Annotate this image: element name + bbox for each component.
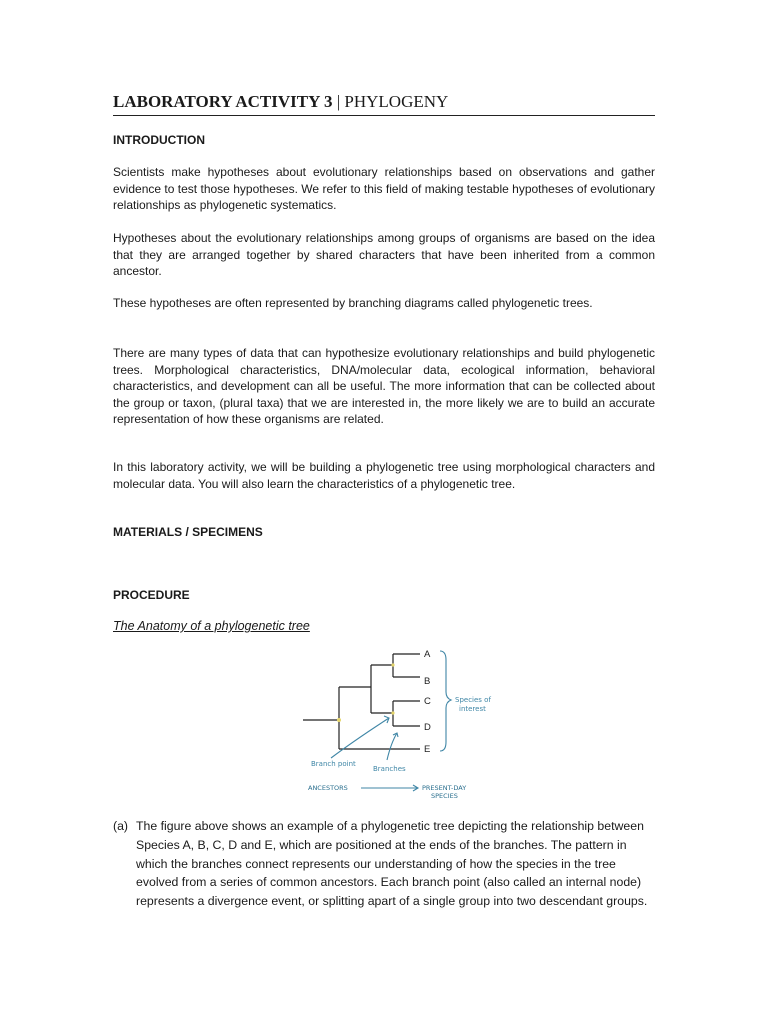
materials-heading: MATERIALS / SPECIMENS bbox=[113, 525, 263, 539]
branch-point-marker bbox=[337, 718, 341, 722]
axis-right-label-line2: SPECIES bbox=[431, 792, 458, 800]
species-brace bbox=[440, 651, 451, 751]
title-sub: PHYLOGENY bbox=[344, 92, 449, 111]
page-title bbox=[113, 92, 655, 116]
list-item-a bbox=[113, 817, 655, 911]
leaf-label-e: E bbox=[424, 744, 431, 755]
annotation-species-line1: Species of bbox=[455, 696, 491, 704]
procedure-heading: PROCEDURE bbox=[113, 588, 190, 602]
annotation-branches: Branches bbox=[373, 765, 406, 773]
phylogenetic-tree-diagram bbox=[303, 640, 503, 802]
phylogenetic-tree-figure bbox=[303, 640, 503, 802]
axis-left-label: ANCESTORS bbox=[308, 784, 348, 792]
branches-arrow bbox=[387, 733, 397, 760]
annotation-species-line2: interest bbox=[459, 705, 486, 713]
leaf-label-b: B bbox=[424, 676, 431, 687]
intro-paragraph-3: These hypotheses are often represented by branching diagrams called phylogenetic trees. bbox=[113, 296, 593, 310]
title-separator: | bbox=[332, 92, 345, 111]
figure-subheading: The Anatomy of a phylogenetic tree bbox=[113, 619, 310, 633]
introduction-heading: INTRODUCTION bbox=[113, 133, 205, 147]
list-item-marker: (a) bbox=[113, 819, 129, 833]
leaf-label-a: A bbox=[424, 649, 431, 660]
title-main: LABORATORY ACTIVITY 3 bbox=[113, 92, 333, 111]
branch-point-marker bbox=[391, 711, 394, 714]
intro-paragraph-1: Scientists make hypotheses about evolutionary relationships based on observations and gather evidence to test those hypotheses. We refer to this field of making testable hypotheses of evolutionary relationships as phylogenetic systematics. bbox=[113, 165, 655, 212]
intro-paragraph-2: Hypotheses about the evolutionary relationships among groups of organisms are based on the idea that they are arranged together by shared characters that have been inherited from a common ancestor. bbox=[113, 231, 655, 278]
axis-right-label-line1: PRESENT-DAY bbox=[422, 784, 467, 792]
intro-paragraph-4: There are many types of data that can hypothesize evolutionary relationships and build phylogenetic trees. Morphological characteristics, DNA/molecular data, ecological information, behavioral characteristics, and development can all be useful. The more information that can be collected about the group or taxon, (plural taxa) that we are interested in, the more likely we are to build an accurate representation of how these organisms are related. bbox=[113, 346, 655, 426]
list-item-text: The figure above shows an example of a phylogenetic tree depicting the relationship between Species A, B, C, D and E, which are positioned at the ends of the branches. The pattern in which the branches connect represents our understanding of how the species in the tree evolved from a series of common ancestors. Each branch point (also called an internal node) represents a divergence event, or splitting apart of a single group into two descendant groups. bbox=[136, 819, 648, 909]
annotation-branch-point: Branch point bbox=[311, 760, 356, 768]
branch-point-marker bbox=[391, 663, 394, 666]
leaf-label-d: D bbox=[424, 722, 431, 733]
branch-point-arrow bbox=[331, 718, 389, 758]
leaf-label-c: C bbox=[424, 696, 431, 707]
intro-paragraph-5: In this laboratory activity, we will be building a phylogenetic tree using morphological characters and molecular data. You will also learn the characteristics of a phylogenetic tree. bbox=[113, 460, 655, 491]
